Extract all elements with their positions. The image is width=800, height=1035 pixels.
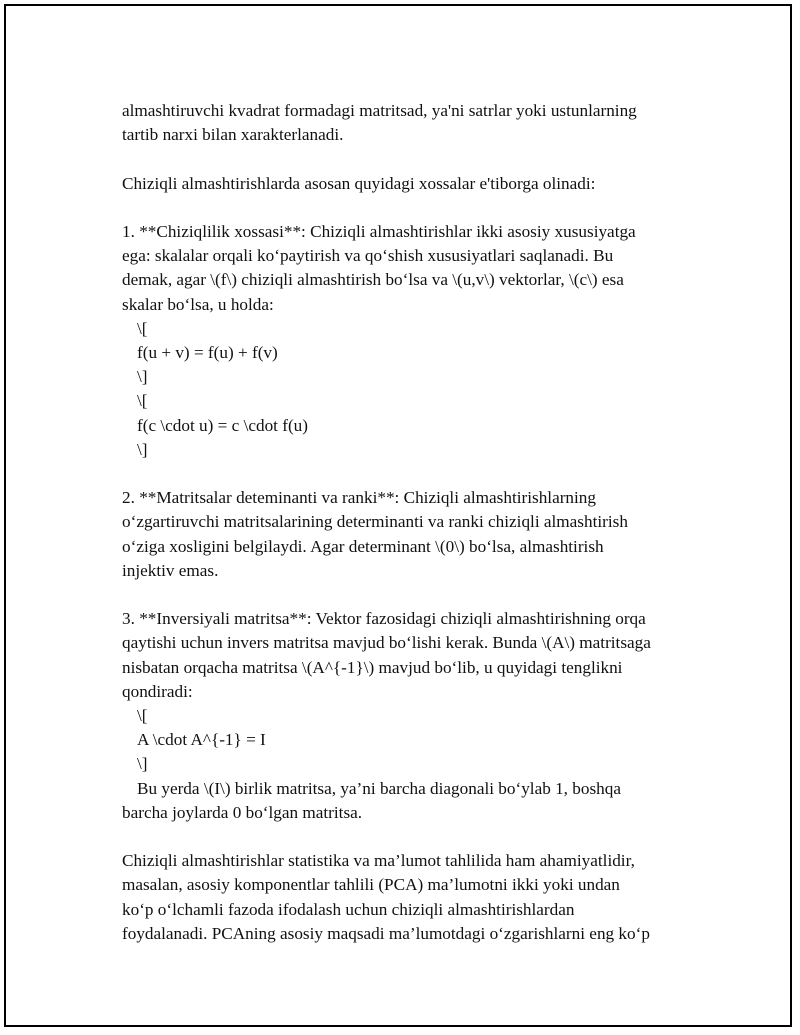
text-line: o‘zgartiruvchi matritsalarining determinanti va ranki chiziqli almashtirish <box>122 512 628 532</box>
text-line: masalan, asosiy komponentlar tahlili (PCA) ma’lumotni ikki yoki undan <box>122 875 620 895</box>
text-line: barcha joylarda 0 bo‘lgan matritsa. <box>122 802 363 822</box>
formula-line: \] <box>137 439 148 459</box>
blank-line <box>122 462 712 486</box>
formula-line: \] <box>137 367 148 387</box>
text-line: foydalanadi. PCAning asosiy maqsadi ma’lumotdagi o‘zgarishlarni eng ko‘p <box>122 923 650 943</box>
text-line: skalar bo‘lsa, u holda: <box>122 294 274 314</box>
formula-line: \[ <box>137 706 148 726</box>
text-line: almashtiruvchi kvadrat formadagi matritsad, ya'ni satrlar yoki ustunlarning <box>122 101 637 120</box>
text-line: o‘ziga xosligini belgilaydi. Agar determinant \(0\) bo‘lsa, almashtirish <box>122 536 604 556</box>
text-line: demak, agar \(f\) chiziqli almashtirish bo‘lsa va \(u,v\) vektorlar, \(c\) esa <box>122 270 624 290</box>
body-text <box>122 99 712 946</box>
blank-line <box>122 825 712 849</box>
text-line: nisbatan orqacha matritsa \(A^{-1}\) mavjud bo‘lib, u quyidagi tenglikni <box>122 657 623 677</box>
blank-line <box>122 196 712 220</box>
text-line: injektiv emas. <box>122 560 219 580</box>
text-line: Bu yerda \(I\) birlik matritsa, ya’ni barcha diagonali bo‘ylab 1, boshqa <box>137 778 621 798</box>
text-line: ko‘p o‘lchamli fazoda ifodalash uchun chiziqli almashtirishlardan <box>122 899 575 919</box>
text-line: qondiradi: <box>122 681 193 701</box>
text-line: 2. **Matritsalar deteminanti va ranki**: Chiziqli almashtirishlarning <box>122 488 596 508</box>
text-line: qaytishi uchun invers matritsa mavjud bo‘lishi kerak. Bunda \(A\) matritsaga <box>122 633 651 653</box>
formula-line: \[ <box>137 391 148 411</box>
blank-line <box>122 583 712 607</box>
formula-line: \] <box>137 754 148 774</box>
text-line: ega: skalalar orqali ko‘paytirish va qo‘shish xususiyatlari saqlanadi. Bu <box>122 246 614 266</box>
text-line: 1. **Chiziqlilik xossasi**: Chiziqli almashtirishlar ikki asosiy xususiyatga <box>122 221 636 241</box>
formula-line: \[ <box>137 318 148 338</box>
document-page <box>4 4 792 1027</box>
formula-line: f(u + v) = f(u) + f(v) <box>137 343 278 362</box>
text-line: Chiziqli almashtirishlar statistika va ma’lumot tahlilida ham ahamiyatlidir, <box>122 851 635 871</box>
text-line: tartib narxi bilan xarakterlanadi. <box>122 125 344 145</box>
text-line: 3. **Inversiyali matritsa**: Vektor fazosidagi chiziqli almashtirishning orqa <box>122 609 646 629</box>
formula-line: A \cdot A^{-1} = I <box>137 730 266 750</box>
text-line: Chiziqli almashtirishlarda asosan quyidagi xossalar e'tiborga olinadi: <box>122 173 596 193</box>
blank-line <box>122 147 712 171</box>
formula-line: f(c \cdot u) = c \cdot f(u) <box>137 415 308 435</box>
